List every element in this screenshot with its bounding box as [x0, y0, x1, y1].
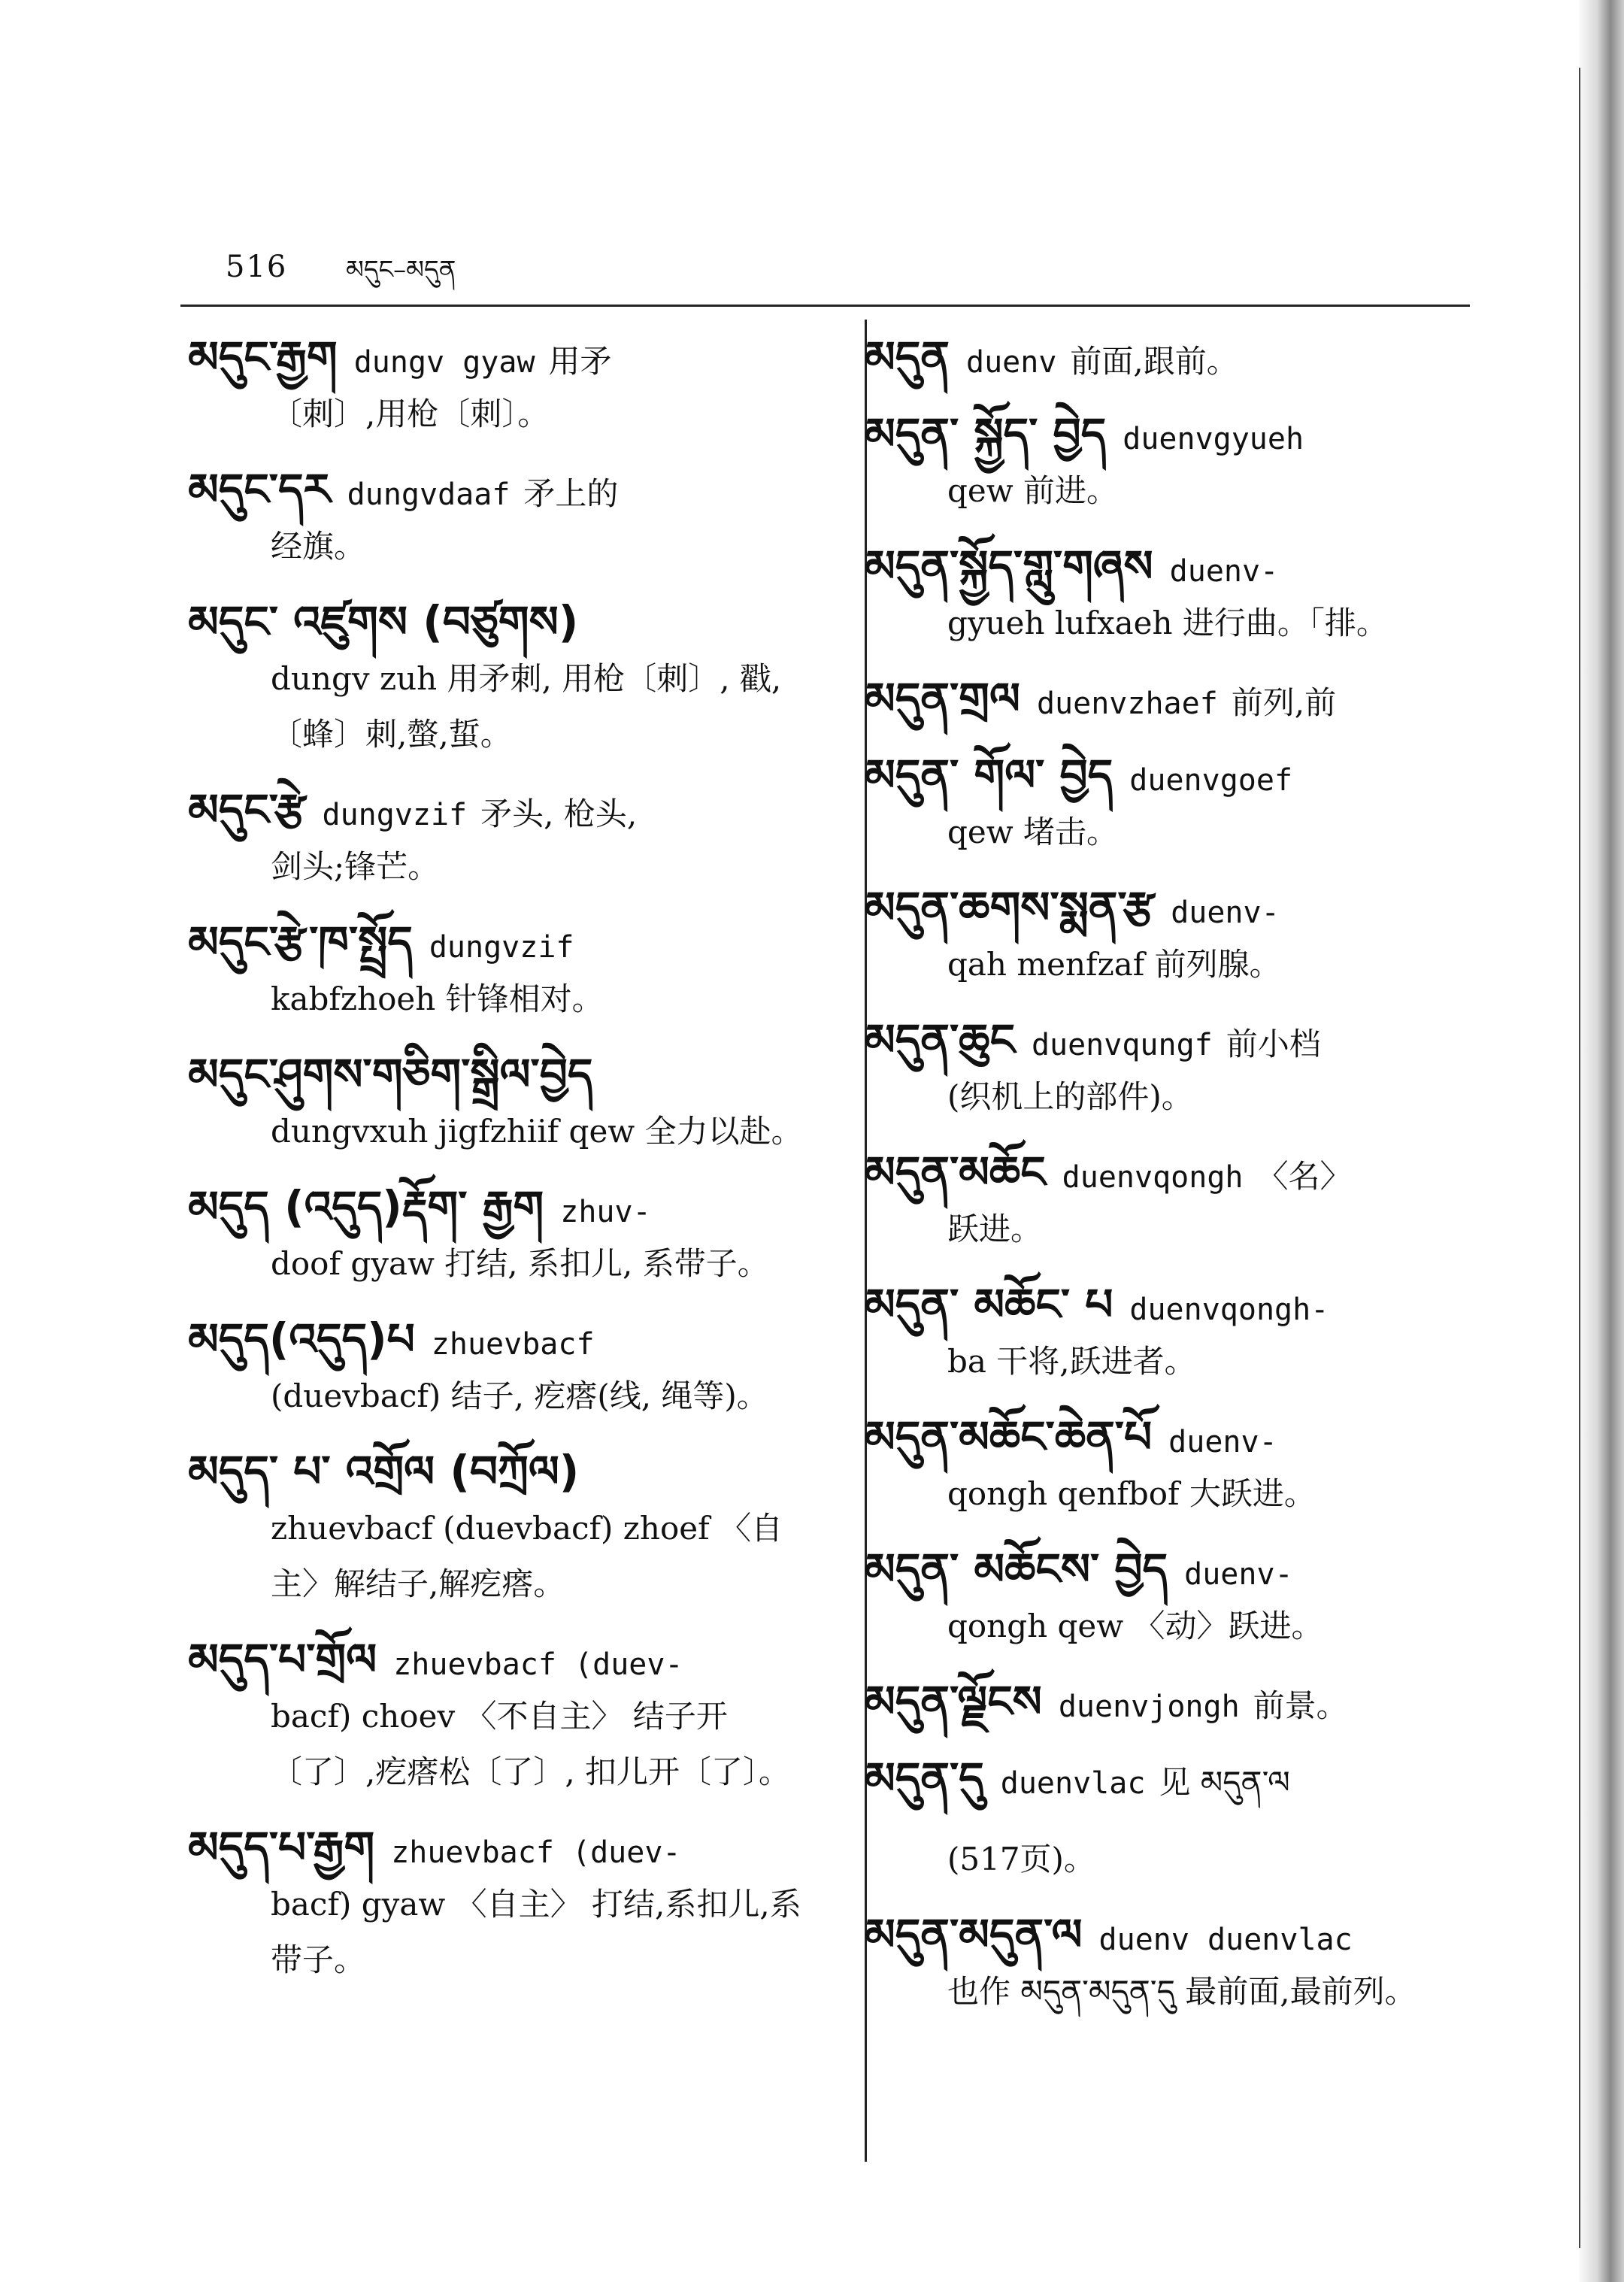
entry-romanization: duenvgyueh [1123, 422, 1304, 456]
entry-continuation: bacf) choev 〈不自主〉 结子开〔了〕,疙瘩松〔了〕, 扣儿开〔了〕。 [271, 1698, 791, 1790]
entry-romanization: duenvqongh- [1129, 1293, 1329, 1327]
page-number: 516 [226, 250, 288, 284]
entry-continuation: qah menfzaf 前列腺。 [947, 946, 1281, 983]
entry-romanization: duenv- [1184, 1557, 1293, 1592]
dictionary-entry [188, 908, 827, 1027]
entry-headword: མདུང་ འཛུགས (བཙུགས) [188, 596, 579, 647]
dictionary-entry [188, 588, 827, 762]
book-spine-shadow [1579, 0, 1624, 2282]
entry-definition: 前小档 [1226, 1026, 1321, 1062]
entry-romanization: duenvzhaef [1036, 686, 1218, 721]
entry-romanization: duenvlac [1000, 1766, 1146, 1801]
entry-romanization: zhuv- [560, 1195, 651, 1229]
entry-continuation: 经旗。 [271, 528, 366, 565]
entry-continuation: gyueh lufxaeh 进行曲。「排。 [947, 605, 1388, 641]
entry-definition: 〈名〉 [1256, 1158, 1352, 1195]
entry-headword: མདུན་ལྗོངས [865, 1676, 1042, 1727]
right-column [865, 323, 1511, 2033]
entry-headword: མདུང་རྩེ་ཁ་སྤྲོད [188, 917, 413, 968]
guide-word: མདུང–མདུན [346, 255, 456, 285]
dictionary-entry [865, 532, 1511, 651]
entry-headword: མདུན་མཆོང [865, 1147, 1046, 1198]
entry-continuation: 剑头;锋芒。 [271, 848, 440, 885]
entry-continuation: ba 干将,跃进者。 [947, 1343, 1196, 1380]
entry-headword: མདུང་དར [188, 464, 331, 515]
dictionary-entry [865, 323, 1511, 391]
dictionary-entry [865, 1271, 1511, 1390]
left-column [188, 323, 827, 2002]
entry-romanization: duenv [965, 345, 1057, 380]
entry-continuation: kabfzhoeh 针锋相对。 [271, 980, 604, 1017]
entry-headword: མདུན་ མཆོང་ པ [865, 1279, 1113, 1330]
entry-romanization: duenv duenvlac [1098, 1923, 1353, 1957]
dictionary-entry [188, 323, 827, 442]
entry-headword: མདུད་ པ་ འགྲོལ (བཀྲོལ) [188, 1446, 580, 1497]
entry-definition: 前面,跟前。 [1070, 343, 1238, 380]
entry-headword: མདུན་སྐྱོད་གླུ་གཞས [865, 541, 1153, 592]
entry-romanization: duenvjongh [1058, 1690, 1240, 1724]
dictionary-entry [865, 1138, 1511, 1257]
dictionary-entry [865, 400, 1511, 519]
entry-continuation: qew 前进。 [947, 472, 1119, 509]
entry-continuation: dungvxuh jigfzhiif qew 全力以赴。 [271, 1113, 803, 1150]
dictionary-entry [865, 665, 1511, 732]
dictionary-entry [188, 1305, 827, 1424]
dictionary-entry [865, 1535, 1511, 1654]
entry-continuation: dungv zuh 用矛刺, 用枪〔刺〕, 戳,〔蜂〕刺,螫,蜇。 [271, 660, 782, 753]
dictionary-entry [188, 1438, 827, 1612]
entry-headword: མདུན་མདུན་ལ [865, 1909, 1083, 1960]
entry-continuation: qongh qenfbof 大跃进。 [947, 1475, 1316, 1512]
entry-definition: 前景。 [1253, 1687, 1348, 1724]
dictionary-entry [865, 874, 1511, 993]
entry-romanization: zhuevbacf (duev- [393, 1647, 683, 1682]
dictionary-entry [865, 1744, 1511, 1887]
dictionary-entry [188, 1626, 827, 1800]
entry-continuation: 跃进。 [947, 1211, 1043, 1247]
entry-continuation: (duevbacf) 结子, 疙瘩(线, 绳等)。 [271, 1377, 768, 1414]
entry-definition: 用矛 [548, 343, 612, 380]
entry-headword: མདུན་ གོལ་ བྱེད [865, 750, 1113, 801]
entry-continuation: 也作 མདུན་མདུན་དུ 最前面,最前列。 [947, 1973, 1416, 2010]
entry-definition: 见 མདུན་ལ [1159, 1764, 1290, 1801]
dictionary-entry [865, 1006, 1511, 1125]
entry-headword: མདུད(འདུད)པ [188, 1314, 415, 1365]
entry-headword: མདུན་གྲལ [865, 673, 1020, 724]
entry-romanization: dungvzif [322, 798, 468, 832]
entry-headword: མདུང་རྩེ [188, 784, 306, 835]
dictionary-entry [188, 1814, 827, 1988]
entry-romanization: dungv gyaw [353, 345, 535, 380]
entry-headword: མདུད (འདུད)རྡོག་ རྒྱག [188, 1181, 544, 1232]
entry-headword: མདུན་ཆགས་སྨན་རྩ [865, 882, 1155, 933]
entry-romanization: duenvgoef [1129, 763, 1293, 798]
dictionary-entry [188, 456, 827, 574]
entry-headword: མདུན [865, 332, 950, 383]
dictionary-entry [865, 1403, 1511, 1522]
entry-definition: 前列,前 [1231, 684, 1337, 721]
entry-continuation: (517页)。 [947, 1841, 1095, 1877]
dictionary-entry [188, 1041, 827, 1159]
entry-continuation: bacf) gyaw 〈自主〉 打结,系扣儿,系带子。 [271, 1886, 801, 1978]
entry-romanization: zhuevbacf [431, 1327, 595, 1362]
entry-continuation: qongh qew 〈动〉跃进。 [947, 1608, 1323, 1644]
entry-continuation: 〔刺〕,用枪〔刺〕。 [271, 395, 550, 432]
entry-romanization: zhuevbacf (duev- [391, 1835, 681, 1870]
entry-headword: མདུན་ མཆོངས་ བྱེད [865, 1544, 1168, 1595]
entry-romanization: duenv- [1171, 896, 1280, 930]
entry-headword: མདུན་དུ [865, 1753, 984, 1804]
entry-headword: མདུད་པ་གྲོལ [188, 1634, 377, 1685]
entry-headword: མདུང་རྒྱག [188, 332, 338, 383]
header-rule [180, 305, 1470, 307]
page-header [180, 241, 1474, 301]
entry-continuation: (织机上的部件)。 [947, 1078, 1193, 1115]
dictionary-entry [865, 1668, 1511, 1735]
dictionary-entry [188, 776, 827, 895]
entry-romanization: duenv- [1169, 554, 1279, 589]
entry-headword: མདུང་ཤུགས་གཅིག་སྒྲིལ་བྱེད [188, 1049, 593, 1100]
entry-headword: མདུན་ཆུང [865, 1014, 1015, 1065]
page-edge-line [1579, 68, 1580, 2248]
entry-definition: 矛上的 [523, 475, 619, 512]
entry-continuation: qew 堵击。 [947, 814, 1119, 850]
entry-headword: མདུན་མཆོང་ཆེན་པོ [865, 1411, 1153, 1462]
entry-romanization: duenvqongh [1062, 1160, 1244, 1195]
entry-romanization: dungvdaaf [347, 477, 511, 512]
entry-headword: མདུན་ སྐྱོད་ བྱེད [865, 408, 1107, 459]
dictionary-entry [865, 741, 1511, 860]
entry-continuation: zhuevbacf (duevbacf) zhoef 〈自主〉解结子,解疙瘩。 [271, 1510, 783, 1602]
entry-romanization: duenvqungf [1031, 1028, 1213, 1062]
entry-romanization: duenv- [1168, 1425, 1277, 1459]
entry-continuation: doof gyaw 打结, 系扣儿, 系带子。 [271, 1245, 769, 1282]
entry-romanization: dungvzif [429, 930, 574, 965]
dictionary-entry [188, 1173, 827, 1292]
entry-headword: མདུད་པ་རྒྱག [188, 1822, 375, 1873]
entry-definition: 矛头, 枪头, [480, 796, 638, 832]
dictionary-entry [865, 1901, 1511, 2020]
